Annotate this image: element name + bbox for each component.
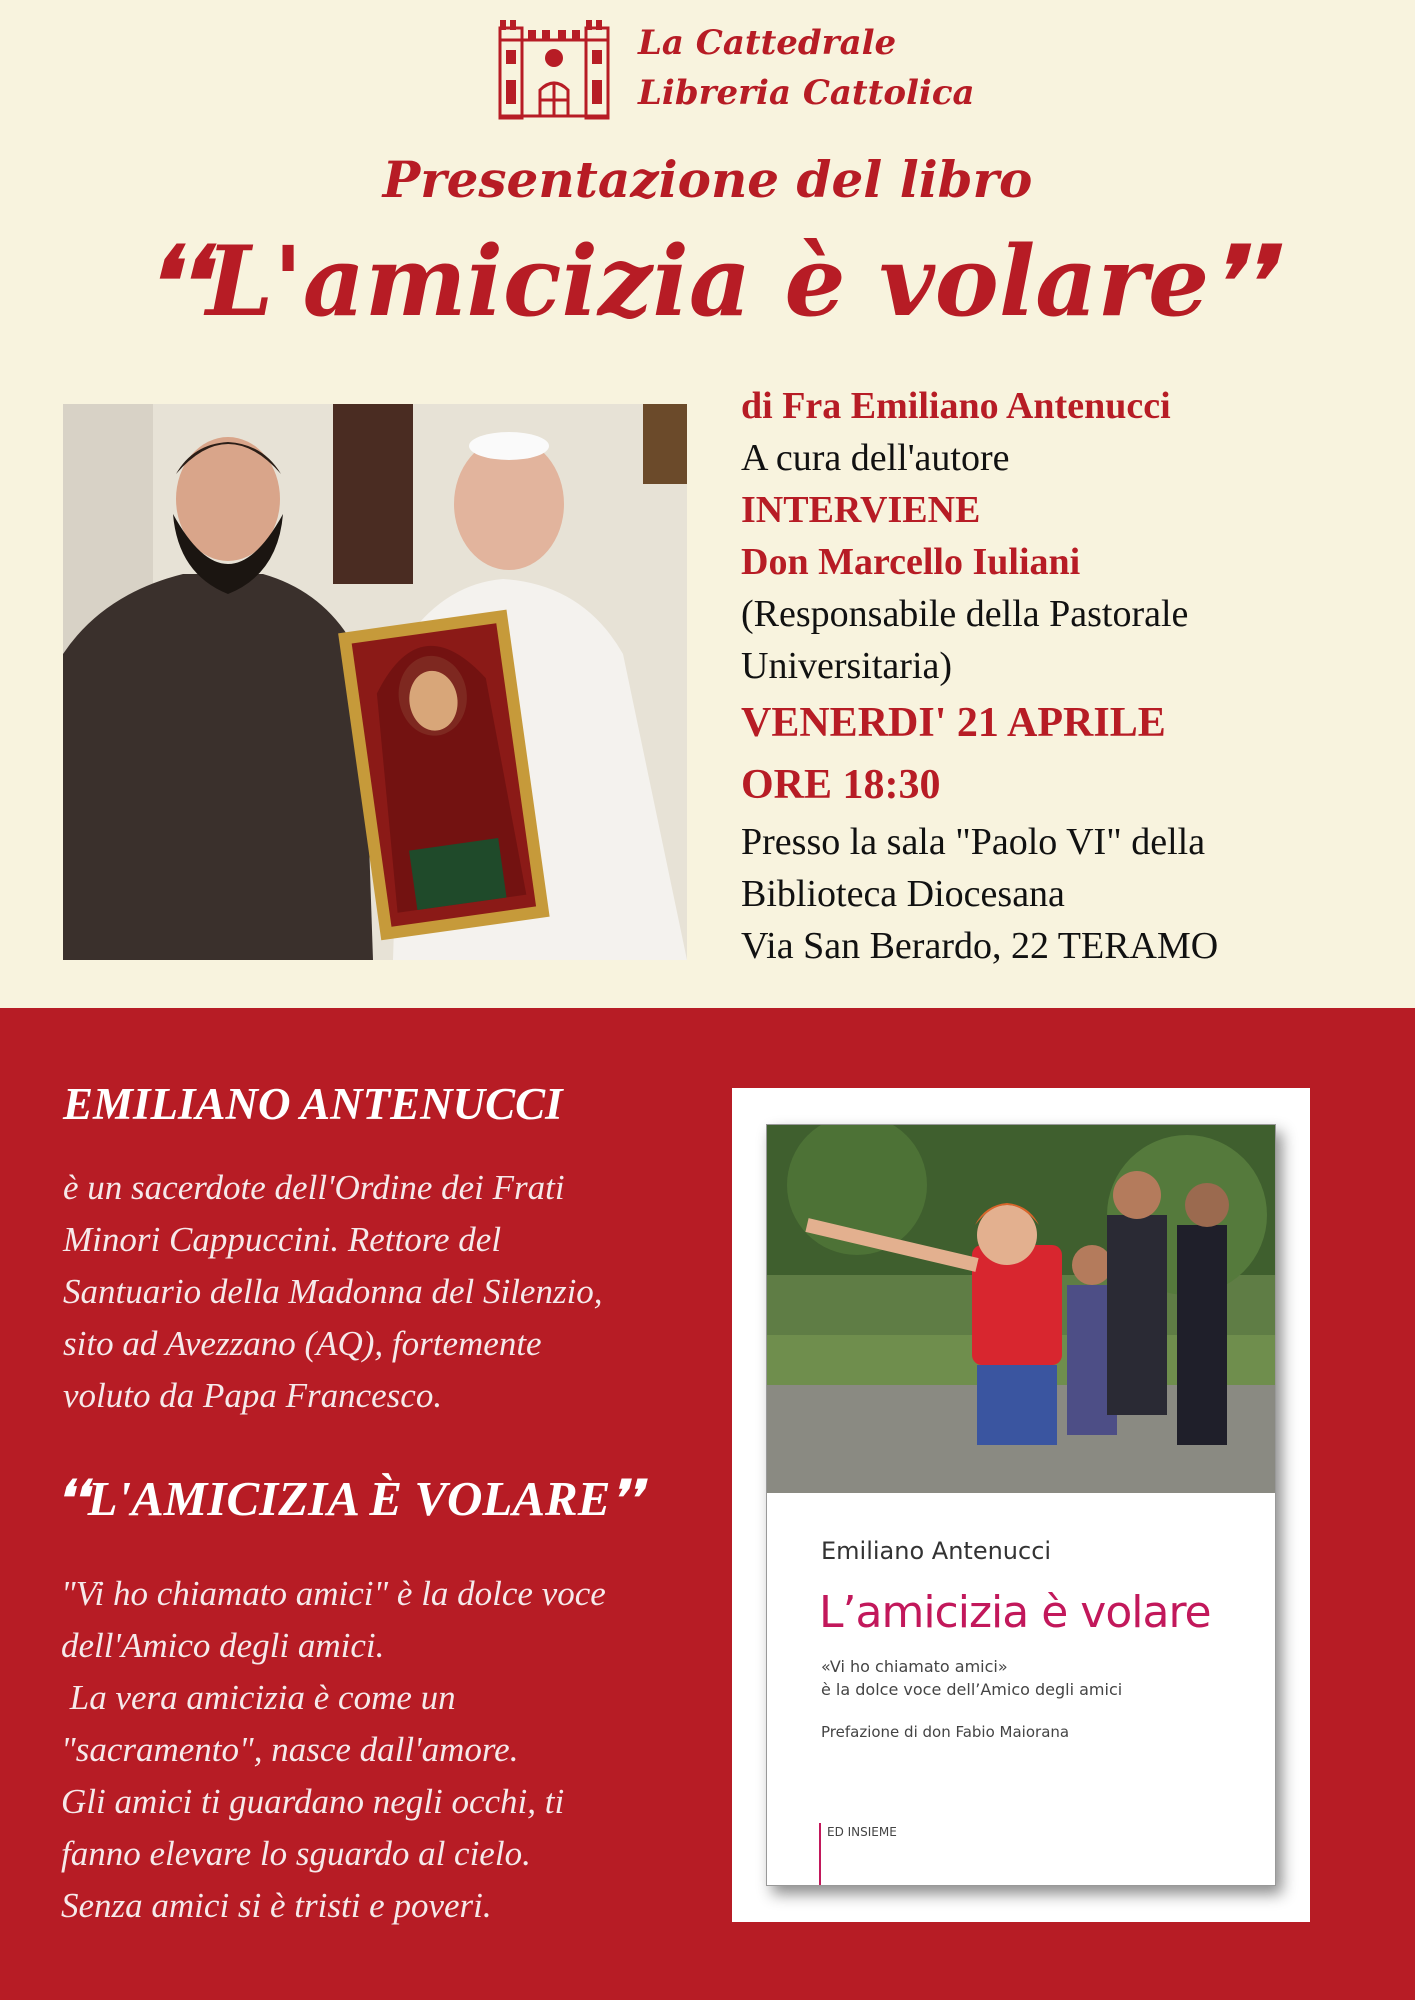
presentation-heading: Presentazione del libro: [382, 150, 1033, 209]
quote-heading: ❛❛L'AMICIZIA È VOLARE❜❜: [56, 1471, 642, 1526]
quote-line: fanno elevare lo sguardo al cielo.: [61, 1834, 531, 1873]
cathedral-logo-icon: [492, 14, 616, 120]
speaker-name: Don Marcello Iuliani: [741, 541, 1081, 583]
cover-author: Emiliano Antenucci: [821, 1537, 1052, 1565]
logo-line-2: Libreria Cattolica: [638, 73, 975, 113]
quote-line: dell'Amico degli amici.: [61, 1626, 385, 1665]
bio-line: è un sacerdote dell'Ordine dei Frati: [63, 1168, 565, 1207]
curated-line: A cura dell'autore: [741, 437, 1010, 479]
venue-line-3: Via San Berardo, 22 TERAMO: [741, 925, 1219, 967]
quote-line: Senza amici si è tristi e poveri.: [61, 1886, 492, 1925]
cover-subtitle-line-2: è la dolce voce dell’Amico degli amici: [821, 1680, 1123, 1699]
cover-subtitle: [821, 1655, 1122, 1701]
cover-accent-bar: [819, 1823, 821, 1885]
cover-subtitle-line-1: «Vi ho chiamato amici»: [821, 1657, 1008, 1676]
event-time: ORE 18:30: [741, 762, 941, 808]
event-date: VENERDI' 21 APRILE: [741, 700, 1166, 746]
bio-heading: EMILIANO ANTENUCCI: [63, 1079, 563, 1129]
quote-text: [61, 1568, 701, 1932]
bio-line: Santuario della Madonna del Silenzio,: [63, 1272, 603, 1311]
interviene-label: INTERVIENE: [741, 489, 981, 531]
photo-friar-and-pope: [63, 404, 687, 960]
quote-line: "sacramento", nasce dall'amore.: [61, 1730, 519, 1769]
cover-title: L’amicizia è volare: [819, 1587, 1211, 1638]
speaker-role-line-1: (Responsabile della Pastorale: [741, 593, 1189, 635]
venue-line-2: Biblioteca Diocesana: [741, 873, 1065, 915]
book-title: ❛❛L'amicizia è volare❜❜: [143, 225, 1272, 338]
bio-line: Minori Cappuccini. Rettore del: [63, 1220, 502, 1259]
cover-publisher: ED INSIEME: [827, 1825, 897, 1839]
book-cover-frame: [732, 1088, 1310, 1922]
bookstore-name: [638, 18, 975, 118]
event-info: [741, 380, 1381, 972]
author-line: di Fra Emiliano Antenucci: [741, 385, 1171, 427]
bio-text: [63, 1162, 673, 1422]
bio-line: voluto da Papa Francesco.: [63, 1376, 443, 1415]
quote-line: La vera amicizia è come un: [61, 1678, 456, 1717]
speaker-role-line-2: Universitaria): [741, 645, 953, 687]
bio-line: sito ad Avezzano (AQ), fortemente: [63, 1324, 542, 1363]
cover-photo-children-playing: [767, 1125, 1275, 1493]
book-cover: [766, 1124, 1276, 1886]
venue-line-1: Presso la sala "Paolo VI" della: [741, 821, 1206, 863]
logo-line-1: La Cattedrale: [638, 23, 897, 63]
cover-preface: Prefazione di don Fabio Maiorana: [821, 1723, 1070, 1741]
quote-line: "Vi ho chiamato amici" è la dolce voce: [61, 1574, 606, 1613]
quote-line: Gli amici ti guardano negli occhi, ti: [61, 1782, 565, 1821]
